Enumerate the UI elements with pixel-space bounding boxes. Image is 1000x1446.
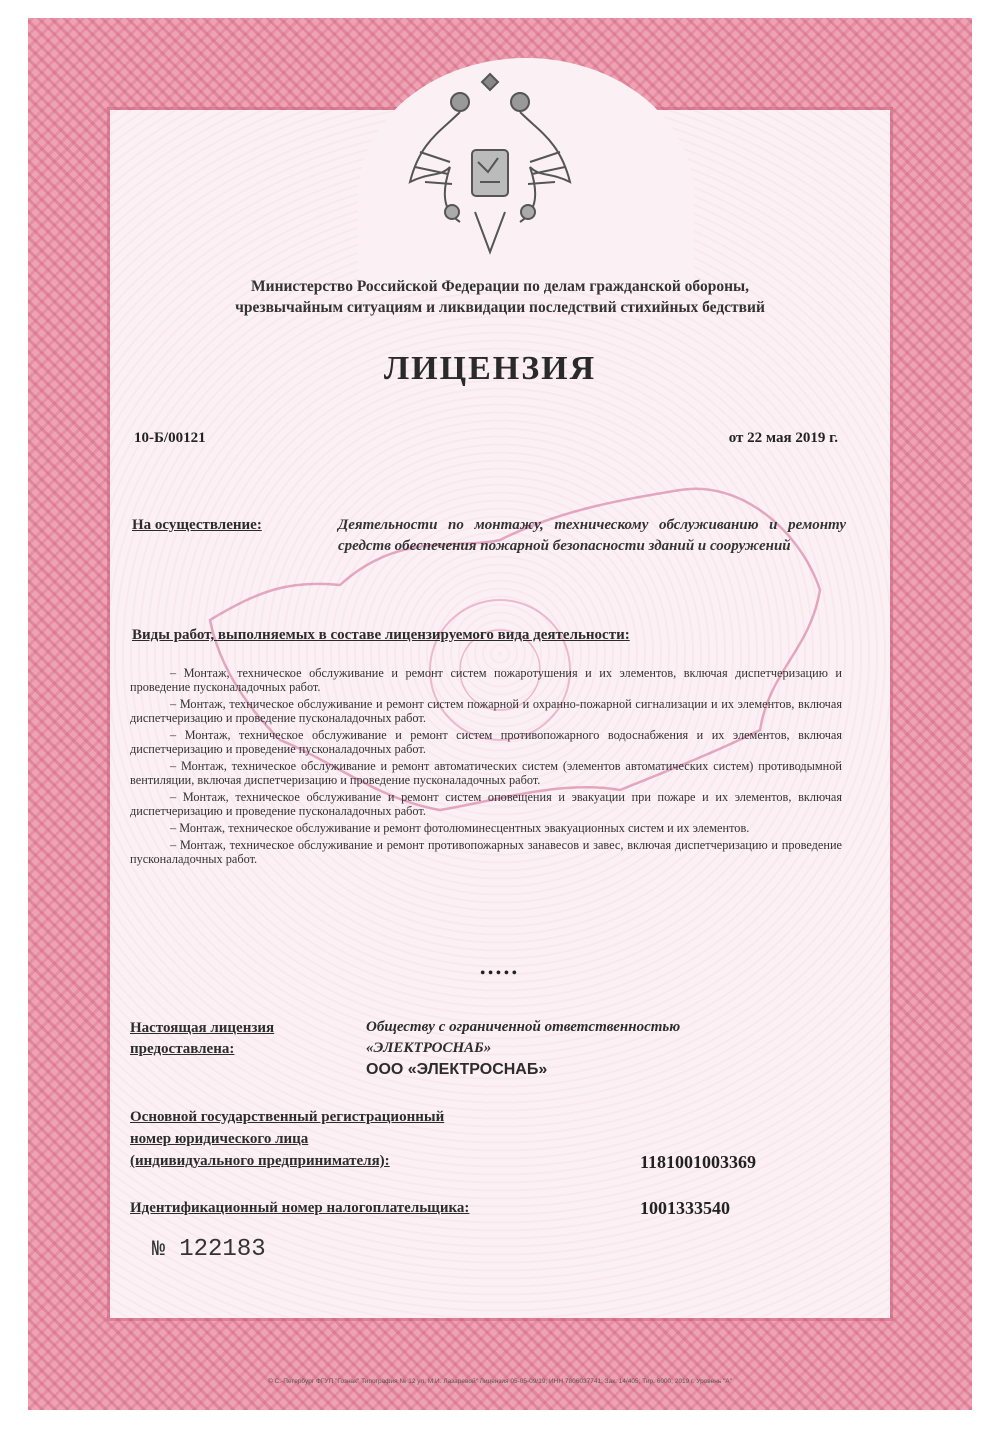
- inn-value: 1001333540: [640, 1198, 730, 1218]
- ogrn-label-line-1: Основной государственный регистрационный: [130, 1109, 445, 1125]
- ogrn-label-line-3: (индивидуального предпринимателя):: [130, 1153, 390, 1169]
- coat-of-arms-icon: [400, 62, 580, 262]
- serial-number: [152, 1236, 266, 1263]
- granted-label-line-1: Настоящая лицензия: [130, 1020, 275, 1036]
- granted-label-line-2: предоставлена:: [130, 1041, 235, 1057]
- issue-date: от 22 мая 2019 г.: [728, 430, 838, 446]
- ogrn-value: 1181001003369: [640, 1152, 757, 1172]
- works-list: [130, 666, 842, 869]
- serial-prefix: №: [152, 1237, 166, 1262]
- list-item: – Монтаж, техническое обслуживание и ремонт систем пожарной и охранно-пожарной сигнализации и их элементов, включая диспетчеризацию и проведение пусконаладочных работ.: [130, 697, 842, 725]
- ministry-name: [120, 276, 880, 318]
- list-item: – Монтаж, техническое обслуживание и ремонт систем противопожарного водоснабжения и их элементов, включая диспетчеризацию и проведение пусконаладочных работ.: [130, 728, 842, 756]
- activity-description: Деятельности по монтажу, техническому обслуживанию и ремонту средств обеспечения пожарной безопасности зданий и сооружений: [338, 517, 846, 554]
- ogrn-label-line-2: номер юридического лица: [130, 1131, 309, 1147]
- licensee-short-name: ООО «ЭЛЕКТРОСНАБ»: [366, 1061, 548, 1078]
- works-label: Виды работ, выполняемых в составе лицензируемого вида деятельности:: [132, 627, 630, 643]
- licensee-name: [366, 1017, 836, 1080]
- activity-label: На осуществление:: [132, 517, 262, 533]
- registration-number: 10-Б/00121: [134, 430, 206, 446]
- section-separator: •••••: [480, 966, 520, 981]
- printer-footer: © С.-Петербург ФГУП "Гознак" Типография № 12 ул. М.И. Лазаревой" Лицензия 05-05-09/19; ИНН 7806037741; Зак. 14/405; Тир. 6000; 2019 г. Уровень "А": [267, 1378, 733, 1385]
- serial-value: 122183: [179, 1236, 266, 1263]
- list-item: – Монтаж, техническое обслуживание и ремонт фотолюминесцентных эвакуационных систем и их элементов.: [170, 821, 750, 835]
- licensee-line-1: Обществу с ограниченной ответственностью: [366, 1019, 681, 1035]
- inn-label: Идентификационный номер налогоплательщика:: [130, 1200, 470, 1216]
- list-item: – Монтаж, техническое обслуживание и ремонт противопожарных занавесов и завес, включая диспетчеризацию и проведение пусконаладочных работ.: [130, 838, 842, 866]
- granted-label: [130, 1018, 340, 1060]
- list-item: – Монтаж, техническое обслуживание и ремонт автоматических систем (элементов автоматических систем) противодымной вентиляции, включая диспетчеризацию и проведение пусконаладочных работ.: [130, 759, 842, 787]
- ministry-line-1: Министерство Российской Федерации по делам гражданской обороны,: [251, 278, 749, 295]
- document-title: ЛИЦЕНЗИЯ: [383, 350, 597, 387]
- ogrn-label: [130, 1106, 600, 1172]
- list-item: – Монтаж, техническое обслуживание и ремонт систем оповещения и эвакуации при пожаре и их элементов, включая диспетчеризацию и проведение пусконаладочных работ.: [130, 790, 842, 818]
- licensee-line-2: «ЭЛЕКТРОСНАБ»: [366, 1040, 492, 1056]
- ministry-line-2: чрезвычайным ситуациям и ликвидации последствий стихийных бедствий: [235, 299, 765, 316]
- list-item: – Монтаж, техническое обслуживание и ремонт систем пожаротушения и их элементов, включая диспетчеризацию и проведение пусконаладочных работ.: [130, 666, 842, 694]
